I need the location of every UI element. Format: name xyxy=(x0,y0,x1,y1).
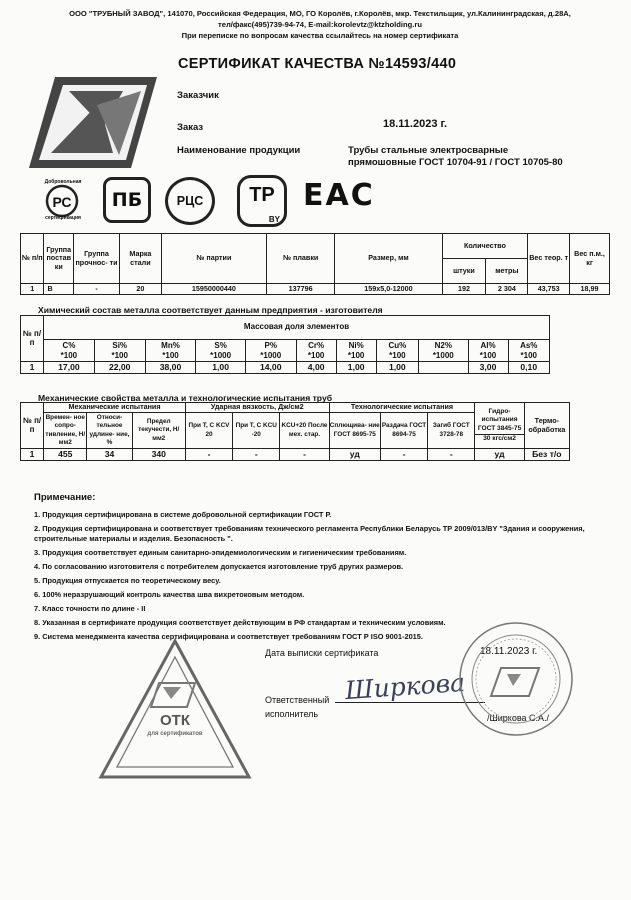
chem-header-1 xyxy=(94,340,145,362)
chem-value: 4,00 xyxy=(296,362,336,374)
tensile-header: Времен- ное сопро- тивление, Н/мм2 xyxy=(44,413,87,449)
chem-header-8 xyxy=(419,340,468,362)
note-item: 6. 100% неразрушающий контроль качества шва вихретоковым методом. xyxy=(34,590,305,599)
chem-unit: *100 xyxy=(479,350,497,360)
chem-value: 1,00 xyxy=(196,362,245,374)
company-round-stamp xyxy=(457,620,575,738)
rs-top-text: Добровольная xyxy=(44,179,82,185)
mech-title: Механические свойства металла и технологические испытания труб xyxy=(38,393,333,403)
chem-unit: *100 xyxy=(520,350,537,360)
th-size: Размер, мм xyxy=(335,234,442,284)
kcv20-header: При Т, С KCV 20 xyxy=(185,413,232,449)
issue-date-label: Дата выписки сертификата xyxy=(265,648,379,658)
table-row xyxy=(21,449,570,461)
notes-heading: Примечание: xyxy=(34,492,96,503)
flat-header: Сплющива- ние ГОСТ 8695-75 xyxy=(329,413,380,449)
cell-group-strength: - xyxy=(74,284,120,295)
mech-value: - xyxy=(280,449,329,461)
chem-value: 0,10 xyxy=(508,362,549,374)
tech-tests-header: Технологические испытания xyxy=(329,403,475,413)
company-address: ООО "ТРУБНЫЙ ЗАВОД", 141070, Российская Федерация, МО, ГО Королёв, г.Королёв, мкр. Текстильщик, ул.Калининградская, д.28А, xyxy=(69,9,571,18)
mech-table xyxy=(20,402,570,461)
note-item: 1. Продукция сертифицирована в системе добровольной сертификации ГОСТ Р. xyxy=(34,510,332,519)
mech-value: 455 xyxy=(44,449,87,461)
elong-header: Относи- тельное удлине- ние, % xyxy=(87,413,132,449)
th-qty: Количество xyxy=(442,234,528,259)
certificate-title: СЕРТИФИКАТ КАЧЕСТВА №14593/440 xyxy=(178,56,457,72)
tr-mark-text: TP xyxy=(249,184,275,206)
chem-element: Cr% xyxy=(308,340,325,350)
impact-header: Ударная вязкость, Дж/см2 xyxy=(185,403,329,413)
th-n: № п/п xyxy=(21,234,44,284)
chem-header-6 xyxy=(336,340,376,362)
cell-size: 159х5,0-12000 xyxy=(335,284,442,295)
mech-value: 340 xyxy=(132,449,185,461)
issue-date-value: 18.11.2023 г. xyxy=(480,646,538,657)
chem-value: 14,00 xyxy=(245,362,296,374)
chem-element: Ni% xyxy=(348,340,364,350)
signature-handwriting: Ширкова xyxy=(344,667,466,706)
rcs-badge: РЦС xyxy=(165,177,215,225)
chem-mass-header: Массовая доля элементов xyxy=(44,316,550,340)
chem-header-5 xyxy=(296,340,336,362)
mech-value: 1 xyxy=(21,449,44,461)
chem-value: 22,00 xyxy=(94,362,145,374)
chem-value: 1,00 xyxy=(376,362,418,374)
heat-header: Термо- обработка xyxy=(524,403,569,449)
th-group-supply: Группа постав ки xyxy=(44,234,74,284)
chem-header-10 xyxy=(508,340,549,362)
chem-unit: *1000 xyxy=(432,350,454,360)
chem-element: Cu% xyxy=(388,340,407,350)
eac-badge: EAC xyxy=(303,178,375,213)
chem-element: Al% xyxy=(480,340,496,350)
executive-name: /Ширкова С.А./ xyxy=(487,713,550,723)
mech-value: Без т/о xyxy=(524,449,569,461)
mech-value: 34 xyxy=(87,449,132,461)
cell-pcs: 192 xyxy=(442,284,486,295)
chem-value: 3,00 xyxy=(468,362,508,374)
cell-group-supply: В xyxy=(44,284,74,295)
mech-n-header: № п/п xyxy=(21,403,44,449)
th-melt: № плавки xyxy=(266,234,334,284)
chem-value: 38,00 xyxy=(145,362,196,374)
chem-unit: *100 xyxy=(111,350,128,360)
company-header xyxy=(40,8,600,41)
th-group-strength: Группа прочнос- ти xyxy=(74,234,120,284)
product-value: Трубы стальные электросварные прямошовные ГОСТ 10704-91 / ГОСТ 10705-80 xyxy=(348,145,563,168)
hydro-label: Гидро- испытания ГОСТ 3845-75 xyxy=(477,407,522,432)
hydro-header xyxy=(475,403,524,449)
mech-tests-header: Механические испытания xyxy=(44,403,186,413)
th-weight-theor: Вес теор. т xyxy=(528,234,570,284)
chem-element: As% xyxy=(520,340,538,350)
rs-certification-badge xyxy=(38,177,88,226)
chem-row-n: 1 xyxy=(21,362,44,374)
pb-badge: ПБ xyxy=(103,177,151,223)
cell-melt: 137796 xyxy=(266,284,334,295)
chem-table xyxy=(20,315,550,374)
note-item: 9. Система менеджмента качества сертифицирована и соответствует требованиям ГОСТ Р ISO 9001-2015. xyxy=(34,632,423,641)
product-label: Наименование продукции xyxy=(177,145,301,156)
otk-label: ОТК xyxy=(160,712,190,729)
note-item: 8. Указанная в сертификате продукция соответствует действующим в РФ стандартам и техническим условиям. xyxy=(34,618,446,627)
note-item: 7. Класс точности по длине - II xyxy=(34,604,146,613)
chem-header-2 xyxy=(145,340,196,362)
customer-label: Заказчик xyxy=(177,90,219,101)
note-item: 2. Продукция сертифицирована и соответствует требованиям технического регламента Республики Беларусь ТР 2009/013/BY "Здания и сооружения, строительные материалы и изделия. Безопасность ". xyxy=(34,524,585,543)
chem-header-3 xyxy=(196,340,245,362)
th-batch: № партии xyxy=(161,234,266,284)
tr-by-badge xyxy=(237,175,287,227)
chem-unit: *100 xyxy=(347,350,365,360)
yield-header: Предел текучести, Н/мм2 xyxy=(132,413,185,449)
cell-batch: 15950000440 xyxy=(161,284,266,295)
mech-value: - xyxy=(233,449,280,461)
tr-sub-text: BY xyxy=(268,215,280,224)
note-item: 5. Продукция отпускается по теоретическому весу. xyxy=(34,576,221,585)
cell-weight-pm: 18,99 xyxy=(570,284,610,295)
kcu-age-header: KCU+20 После мех. стар. xyxy=(280,413,329,449)
chem-element: Si% xyxy=(112,340,128,350)
chem-header-7 xyxy=(376,340,418,362)
table-row xyxy=(21,284,610,295)
exec-label-2: исполнитель xyxy=(265,709,319,719)
cell-meters: 2 304 xyxy=(486,284,528,295)
certificate-date: 18.11.2023 г. xyxy=(383,118,448,130)
kcu-20-header: При Т, С KCU -20 xyxy=(233,413,280,449)
th-steel: Марка стали xyxy=(119,234,161,284)
chem-n-header: № п/п xyxy=(21,316,44,362)
mech-value: уд xyxy=(329,449,380,461)
chem-element: S% xyxy=(214,340,227,350)
company-logo xyxy=(27,75,159,170)
table-row xyxy=(21,362,550,374)
th-weight-pm: Вес п.м., кг xyxy=(570,234,610,284)
chem-unit: *100 xyxy=(162,350,179,360)
chem-value xyxy=(419,362,468,374)
cell-weight-theor: 43,753 xyxy=(528,284,570,295)
chem-unit: *100 xyxy=(307,350,325,360)
bend-header: Загиб ГОСТ 3728-78 xyxy=(428,413,475,449)
cell-steel: 20 xyxy=(119,284,161,295)
chem-header-9 xyxy=(468,340,508,362)
hydro-unit: 30 кгс/см2 xyxy=(475,434,523,444)
chem-value: 1,00 xyxy=(336,362,376,374)
chem-unit: *1000 xyxy=(260,350,282,360)
chem-unit: *1000 xyxy=(210,350,232,360)
product-table xyxy=(20,233,610,295)
order-label: Заказ xyxy=(177,122,204,133)
th-meters: метры xyxy=(486,259,528,284)
mech-value: уд xyxy=(475,449,524,461)
rs-mark-text: РС xyxy=(52,194,72,210)
mech-value: - xyxy=(380,449,427,461)
chem-title: Химический состав металла соответствует данным предприятия - изготовителя xyxy=(38,305,383,315)
mech-value: - xyxy=(428,449,475,461)
chem-unit: *100 xyxy=(60,350,78,360)
cell-n: 1 xyxy=(21,284,44,295)
otk-sub-label: для сертификатов xyxy=(147,731,203,737)
chem-element: Mn% xyxy=(161,340,180,350)
chem-element: N2% xyxy=(434,340,452,350)
exec-label-1: Ответственный xyxy=(265,695,330,705)
chem-value: 17,00 xyxy=(44,362,95,374)
company-contacts: тел/факс(495)739-94-74, E-mail:korolevtz@ktzholding.ru xyxy=(218,20,422,29)
chem-element: P% xyxy=(264,340,277,350)
chem-unit: *100 xyxy=(389,350,406,360)
note-item: 4. По согласованию изготовителя с потребителем допускается изготовление труб других размеров. xyxy=(34,562,404,571)
note-item: 3. Продукция соответствует единым санитарно-эпидемиологическим и гигиеническим требованиям. xyxy=(34,548,407,557)
flare-header: Раздача ГОСТ 8694-75 xyxy=(380,413,427,449)
otk-stamp xyxy=(95,635,255,785)
chem-header-0 xyxy=(44,340,95,362)
mech-value: - xyxy=(185,449,232,461)
rs-bottom-text: сертификация xyxy=(45,215,81,221)
th-pcs: штуки xyxy=(442,259,486,284)
chem-header-4 xyxy=(245,340,296,362)
chem-element: С% xyxy=(62,340,76,350)
reference-note: При переписке по вопросам качества ссылайтесь на номер сертификата xyxy=(181,31,459,40)
